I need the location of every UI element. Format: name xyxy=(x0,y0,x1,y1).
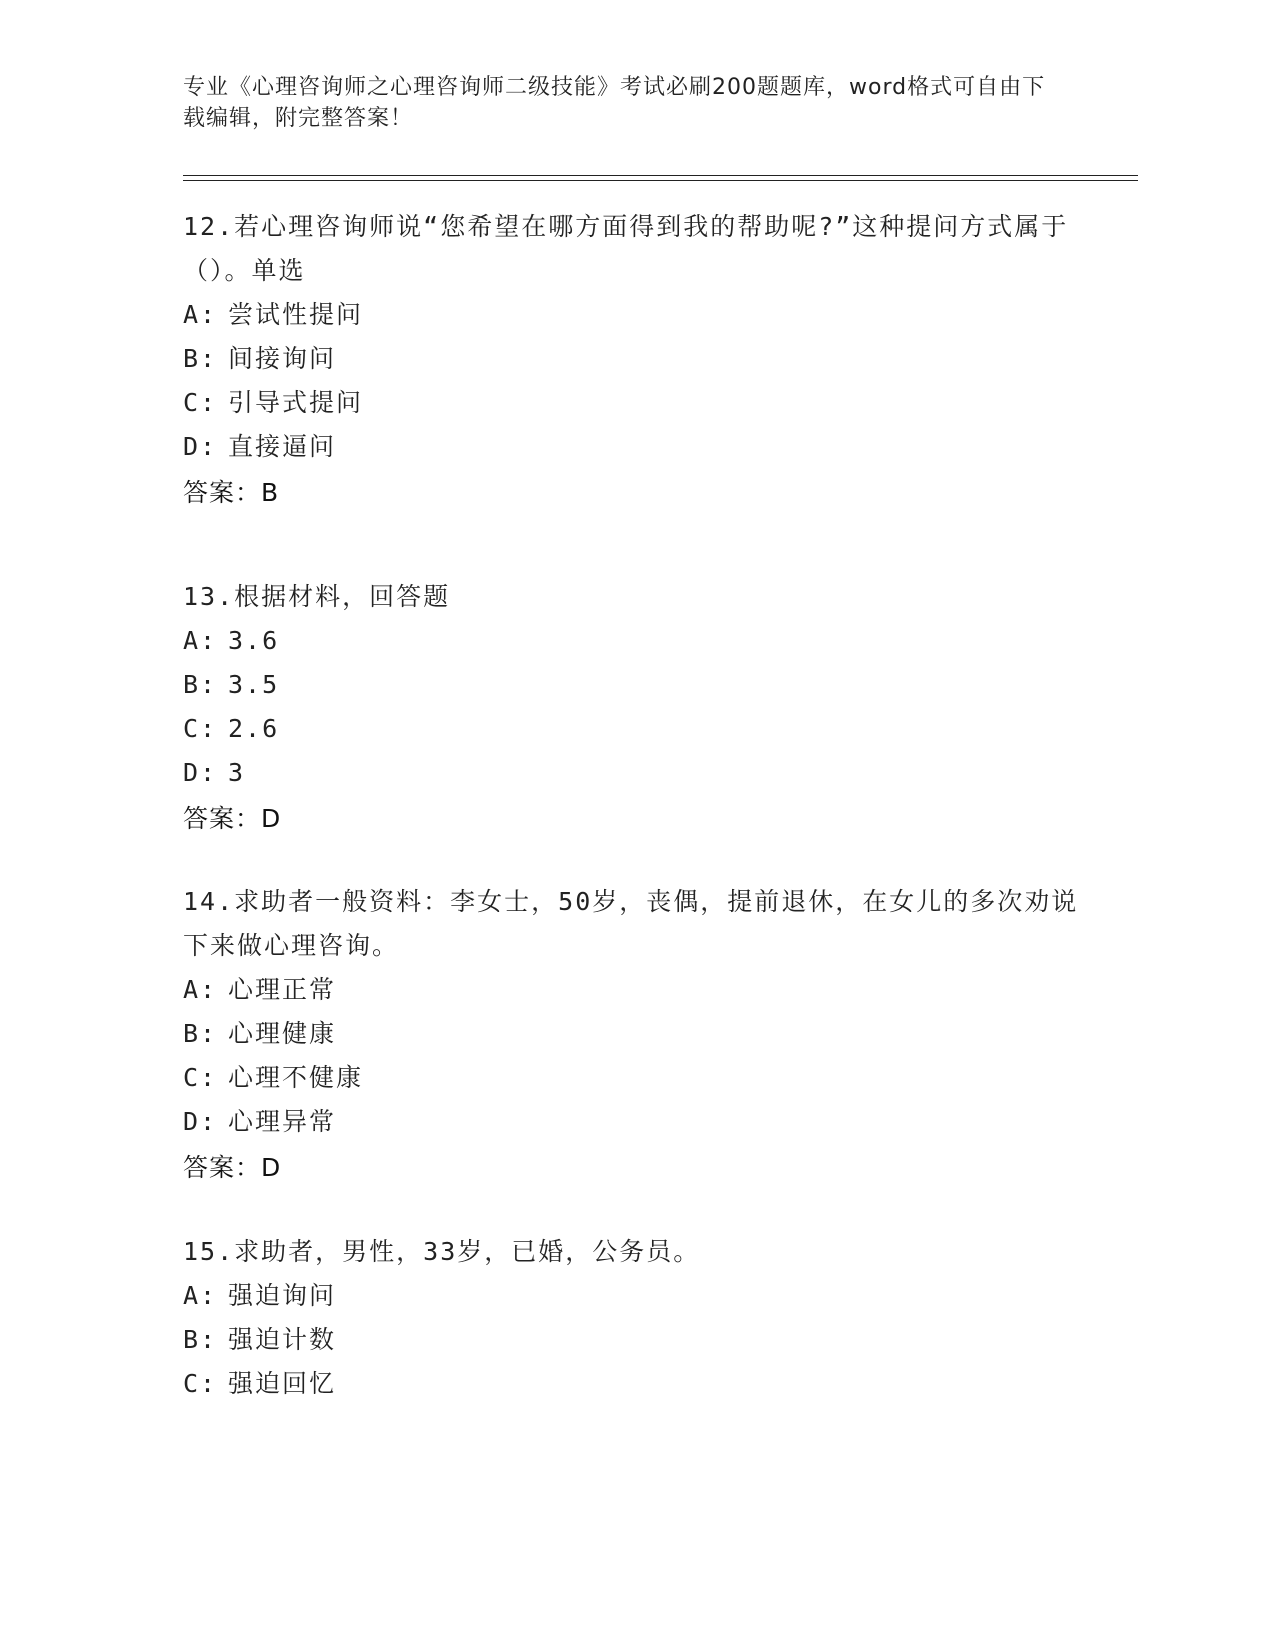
option-text: 3 xyxy=(228,758,246,787)
option-b xyxy=(183,1012,1083,1056)
option-c xyxy=(183,1362,1083,1406)
option-text: 间接询问 xyxy=(228,344,337,373)
option-text: 直接逼问 xyxy=(228,432,337,461)
option-letter: B: xyxy=(183,344,218,373)
option-a xyxy=(183,968,1083,1012)
answer-label: 答案： xyxy=(183,478,262,507)
option-letter: D: xyxy=(183,432,218,461)
question-15 xyxy=(183,1230,1083,1406)
document-header: 专业《心理咨询师之心理咨询师二级技能》考试必刷200题题库，word格式可自由下载编辑，附完整答案！ xyxy=(183,75,1046,131)
option-a xyxy=(183,293,1083,337)
option-text: 心理异常 xyxy=(228,1107,337,1136)
option-text: 心理不健康 xyxy=(228,1063,364,1092)
answer-value: B xyxy=(261,478,280,507)
answer-line xyxy=(183,1144,1083,1192)
question-stem: 15.求助者，男性，33岁，已婚，公务员。 xyxy=(183,1237,701,1266)
answer-line xyxy=(183,469,1083,517)
header-divider-bottom xyxy=(183,180,1138,181)
option-c xyxy=(183,707,1083,751)
question-13 xyxy=(183,575,1083,843)
option-text: 心理健康 xyxy=(228,1019,337,1048)
answer-value: D xyxy=(261,1153,282,1182)
answer-value: D xyxy=(261,804,282,833)
option-d xyxy=(183,751,1083,795)
option-letter: A: xyxy=(183,975,218,1004)
option-a xyxy=(183,619,1083,663)
question-14 xyxy=(183,880,1083,1192)
option-text: 尝试性提问 xyxy=(228,300,364,329)
option-text: 强迫回忆 xyxy=(228,1369,337,1398)
option-letter: D: xyxy=(183,1107,218,1136)
header-divider-top xyxy=(183,175,1138,176)
option-letter: A: xyxy=(183,626,218,655)
option-letter: C: xyxy=(183,1063,218,1092)
question-stem: 14.求助者一般资料：李女士，50岁，丧偶，提前退休，在女儿的多次劝说下来做心理咨询。 xyxy=(183,887,1079,960)
answer-line xyxy=(183,795,1083,843)
option-d xyxy=(183,1100,1083,1144)
option-letter: B: xyxy=(183,1019,218,1048)
question-12 xyxy=(183,205,1083,517)
answer-label: 答案： xyxy=(183,804,262,833)
option-a xyxy=(183,1274,1083,1318)
option-text: 心理正常 xyxy=(228,975,337,1004)
option-text: 强迫询问 xyxy=(228,1281,337,1310)
option-letter: D: xyxy=(183,758,218,787)
option-letter: C: xyxy=(183,388,218,417)
option-text: 2.6 xyxy=(228,714,280,743)
option-b xyxy=(183,663,1083,707)
option-letter: A: xyxy=(183,300,218,329)
option-letter: A: xyxy=(183,1281,218,1310)
option-letter: C: xyxy=(183,714,218,743)
option-letter: B: xyxy=(183,670,218,699)
option-c xyxy=(183,1056,1083,1100)
option-c xyxy=(183,381,1083,425)
option-text: 引导式提问 xyxy=(228,388,364,417)
option-b xyxy=(183,1318,1083,1362)
question-stem: 13.根据材料，回答题 xyxy=(183,582,451,611)
question-stem: 12.若心理咨询师说“您希望在哪方面得到我的帮助呢?”这种提问方式属于（）。单选 xyxy=(183,212,1069,285)
option-d xyxy=(183,425,1083,469)
answer-label: 答案： xyxy=(183,1153,262,1182)
option-text: 强迫计数 xyxy=(228,1325,337,1354)
option-letter: B: xyxy=(183,1325,218,1354)
option-text: 3.5 xyxy=(228,670,280,699)
option-text: 3.6 xyxy=(228,626,280,655)
option-b xyxy=(183,337,1083,381)
option-letter: C: xyxy=(183,1369,218,1398)
